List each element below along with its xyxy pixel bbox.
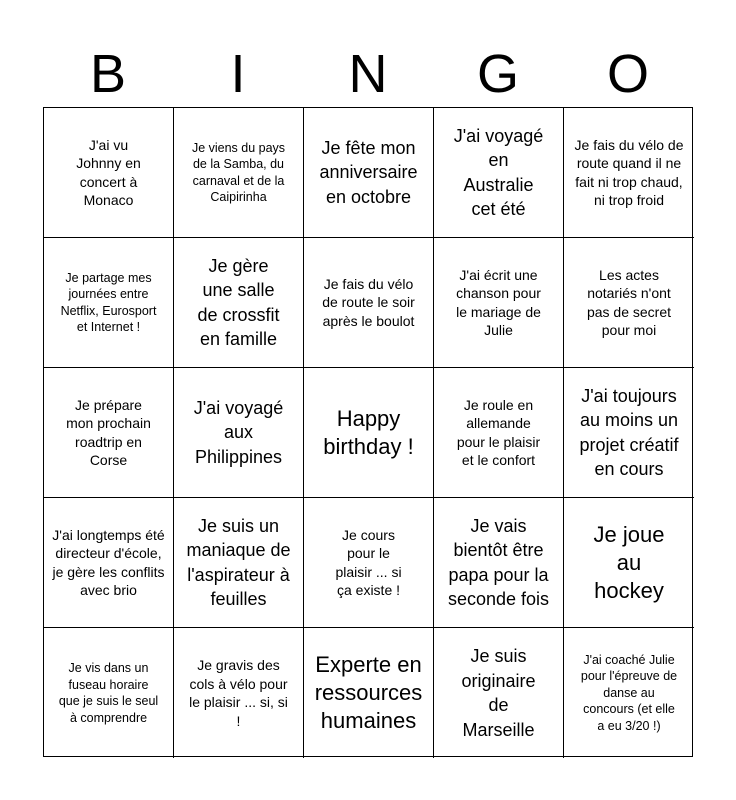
bingo-cell-text: J'ai voyagé aux Philippines bbox=[193, 397, 284, 467]
bingo-cell-text: Je partage mes journées entre Netflix, Eurosport et Internet ! bbox=[60, 270, 157, 334]
bingo-cell-text: Les actes notariés n'ont pas de secret pour moi bbox=[586, 266, 672, 338]
bingo-cell[interactable] bbox=[174, 498, 304, 628]
bingo-cell[interactable] bbox=[174, 628, 304, 758]
bingo-cell-text: Experte en ressources humaines bbox=[314, 652, 423, 733]
bingo-cell[interactable] bbox=[44, 108, 174, 238]
bingo-cell[interactable] bbox=[44, 368, 174, 498]
bingo-cell[interactable] bbox=[434, 628, 564, 758]
bingo-cell[interactable] bbox=[434, 498, 564, 628]
header-letter-b: B bbox=[89, 44, 127, 104]
header-letter-g: G bbox=[476, 44, 519, 104]
bingo-cell[interactable] bbox=[174, 238, 304, 368]
bingo-cell[interactable] bbox=[434, 238, 564, 368]
bingo-cell[interactable] bbox=[564, 498, 694, 628]
bingo-cell[interactable] bbox=[174, 368, 304, 498]
bingo-cell[interactable] bbox=[304, 498, 434, 628]
bingo-cell[interactable] bbox=[304, 238, 434, 368]
bingo-cell-text: J'ai vu Johnny en concert à Monaco bbox=[76, 136, 141, 208]
bingo-cell[interactable] bbox=[304, 628, 434, 758]
bingo-cell-text: Je gravis des cols à vélo pour le plaisir ... si, si ! bbox=[189, 657, 288, 729]
header-letter-o: O bbox=[606, 44, 649, 104]
bingo-cell-text: Je vis dans un fuseau horaire que je suis le seul à comprendre bbox=[58, 661, 159, 725]
bingo-cell[interactable] bbox=[44, 628, 174, 758]
bingo-cell[interactable] bbox=[564, 628, 694, 758]
bingo-cell[interactable] bbox=[434, 368, 564, 498]
bingo-cell-text: Je suis un maniaque de l'aspirateur à feuilles bbox=[186, 515, 291, 609]
bingo-cell[interactable] bbox=[174, 108, 304, 238]
bingo-cell-text: Je gère une salle de crossfit en famille bbox=[197, 255, 280, 349]
bingo-cell[interactable] bbox=[44, 498, 174, 628]
bingo-cell-text: Je fête mon anniversaire en octobre bbox=[319, 137, 418, 207]
bingo-cell[interactable] bbox=[304, 108, 434, 238]
bingo-cell-text: J'ai écrit une chanson pour le mariage de Julie bbox=[456, 266, 541, 338]
bingo-cell-text: Je viens du pays de la Samba, du carnaval et de la Caipirinha bbox=[191, 140, 286, 204]
bingo-cell[interactable] bbox=[564, 238, 694, 368]
bingo-cell-text: Je joue au hockey bbox=[593, 521, 665, 603]
bingo-cell-text: J'ai coaché Julie pour l'épreuve de danse au concours (et elle a eu 3/20 !) bbox=[580, 652, 678, 733]
bingo-cell-text: Je roule en allemande pour le plaisir et le confort bbox=[456, 396, 541, 468]
bingo-cell-text: Je cours pour le plaisir ... si ça existe ! bbox=[335, 526, 402, 598]
bingo-cell-text: J'ai toujours au moins un projet créatif en cours bbox=[579, 385, 679, 479]
header-letter-i: I bbox=[230, 44, 246, 104]
bingo-cell-text: Je fais du vélo de route le soir après le boulot bbox=[322, 275, 415, 329]
bingo-cell-text: Happy birthday ! bbox=[323, 405, 414, 459]
bingo-header bbox=[43, 40, 693, 108]
bingo-cell[interactable] bbox=[44, 238, 174, 368]
bingo-cell-text: Je suis originaire de Marseille bbox=[461, 646, 536, 740]
bingo-cell[interactable] bbox=[564, 368, 694, 498]
bingo-cell-text: Je prépare mon prochain roadtrip en Corse bbox=[66, 396, 151, 468]
bingo-cell-text: Je fais du vélo de route quand il ne fait ni trop chaud, ni trop froid bbox=[574, 136, 684, 208]
bingo-cell[interactable] bbox=[564, 108, 694, 238]
bingo-cell[interactable] bbox=[434, 108, 564, 238]
bingo-cell-text: Je vais bientôt être papa pour la seconde fois bbox=[447, 515, 550, 609]
bingo-cell[interactable] bbox=[304, 368, 434, 498]
bingo-cell-text: J'ai voyagé en Australie cet été bbox=[453, 125, 544, 219]
bingo-cell-text: J'ai longtemps été directeur d'école, je gère les conflits avec brio bbox=[52, 526, 165, 598]
header-letter-n: N bbox=[348, 44, 388, 104]
bingo-grid bbox=[43, 107, 693, 757]
